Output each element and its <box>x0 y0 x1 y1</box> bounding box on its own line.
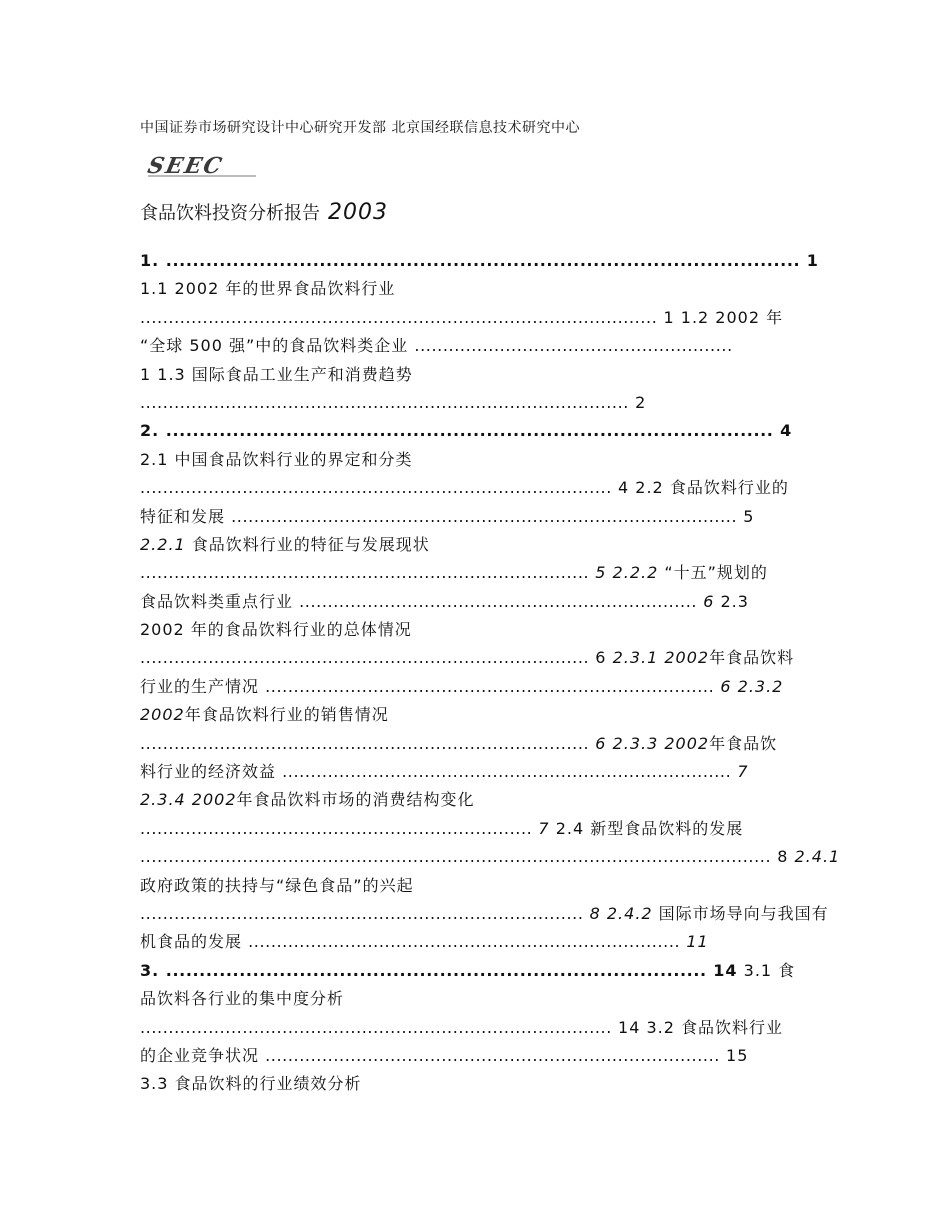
toc-line <box>140 531 812 559</box>
toc-segment: ......................................................................................... <box>231 506 738 526</box>
toc-segment: ........................................................................................... <box>140 307 658 327</box>
toc-segment: 3. <box>140 960 166 980</box>
toc-segment: 机食品的发展 <box>140 932 249 952</box>
toc-segment: 食品饮料类重点行业 <box>140 591 300 611</box>
toc-segment: 6 <box>589 648 613 668</box>
toc-line <box>140 900 829 928</box>
toc-segment: 4 <box>773 421 793 441</box>
toc-segment: 品饮料各行业的集中度分析 <box>140 989 345 1009</box>
toc-line <box>140 304 812 332</box>
toc-line <box>140 730 812 758</box>
toc-line <box>140 247 819 275</box>
toc-line <box>140 673 812 701</box>
toc-line <box>140 503 812 531</box>
toc-segment: 年食品饮料行业的销售情况 <box>184 705 389 725</box>
toc-segment: 行业的生产情况 <box>140 676 266 696</box>
toc-segment: ............................................................................... <box>140 648 590 668</box>
toc-line <box>140 417 812 445</box>
toc-segment: 2002 年的食品饮料行业的总体情况 <box>140 620 412 640</box>
toc-segment: 1 <box>800 251 819 270</box>
toc-segment: ...................................................................................... <box>140 392 629 412</box>
toc-segment: 2.2.1 <box>140 534 186 554</box>
toc-segment: 15 <box>719 1045 749 1065</box>
toc-segment: 食品饮料行业的特征与发展现状 <box>185 534 430 554</box>
toc-segment: ............................................................................... <box>140 563 590 583</box>
toc-segment: 年食品饮料市场的消费结构变化 <box>236 790 475 810</box>
toc-segment: 2.3.4 2002 <box>140 790 237 810</box>
logo-text: SEEC <box>145 153 226 179</box>
toc-line <box>140 843 841 871</box>
toc-segment: 特征和发展 <box>140 506 232 526</box>
toc-line <box>140 701 812 729</box>
toc-segment: ................................................................................ <box>265 1045 720 1065</box>
toc-segment: 2.4.1 <box>794 847 841 867</box>
toc-segment: 1 1.2 2002 年 <box>657 307 784 327</box>
toc-line <box>140 644 812 672</box>
toc-segment: 7 <box>532 818 550 838</box>
toc-segment: 6 2.3.3 2002 <box>589 733 710 753</box>
toc-segment: ........................................................ <box>414 336 733 356</box>
toc-segment: ............................................................................................................... <box>140 847 772 867</box>
toc-segment: 5 2.2.2 <box>589 563 659 583</box>
toc-segment: 政府政策的扶持与“绿色食品”的兴起 <box>140 875 414 895</box>
toc-segment: 7 <box>731 762 749 782</box>
toc-segment: 3.3 食品饮料的行业绩效分析 <box>140 1074 362 1094</box>
toc-segment: 2 <box>629 392 647 412</box>
toc-segment: ................................................................................... <box>140 478 612 498</box>
table-of-contents <box>140 247 841 1099</box>
toc-segment: 3.1 食 <box>737 960 796 980</box>
report-title <box>140 199 388 225</box>
toc-segment: 国际市场导向与我国有 <box>652 903 829 923</box>
toc-line <box>140 361 812 389</box>
toc-segment: ........................................................................................... <box>165 421 774 441</box>
toc-line <box>140 1070 812 1098</box>
toc-segment: ...................................................................... <box>299 591 698 611</box>
toc-line <box>140 786 812 814</box>
toc-line <box>140 985 812 1013</box>
toc-segment: 2.3 <box>714 591 749 611</box>
seec-logo <box>142 148 262 182</box>
toc-line <box>140 474 812 502</box>
toc-segment: .............................................................................. <box>140 903 584 923</box>
toc-line <box>140 332 812 360</box>
toc-line <box>140 559 812 587</box>
toc-segment: 2.3.1 2002 <box>612 648 710 668</box>
toc-segment: “全球 500 强”中的食品饮料类企业 <box>140 336 415 356</box>
toc-segment: 2.1 中国食品饮料行业的界定和分类 <box>140 449 413 469</box>
toc-line <box>140 616 812 644</box>
toc-segment: 年食品饮料 <box>709 648 795 668</box>
toc-line <box>140 815 812 843</box>
toc-segment: ..................................................................... <box>140 818 533 838</box>
toc-segment: 8 <box>771 847 795 867</box>
toc-segment: ................................................................................. <box>165 960 707 980</box>
toc-line <box>140 928 812 956</box>
toc-segment: 14 3.2 食品饮料行业 <box>611 1017 784 1037</box>
toc-segment: 8 2.4.2 <box>583 903 653 923</box>
toc-line <box>140 957 812 985</box>
toc-segment: “十五”规划的 <box>658 563 768 583</box>
toc-segment: 4 2.2 食品饮料行业的 <box>611 478 789 498</box>
toc-segment: 料行业的经济效益 <box>140 762 283 782</box>
report-title-text: 食品饮料投资分析报告 <box>140 203 320 224</box>
toc-segment: ............................................................................... <box>140 733 590 753</box>
toc-segment: 14 <box>706 960 738 980</box>
toc-segment: ................................................................................... <box>140 1017 612 1037</box>
toc-segment: ............................................................................................... <box>165 251 801 270</box>
toc-segment: 1. <box>140 251 166 270</box>
toc-segment: 1.1 2002 年的世界食品饮料行业 <box>140 279 396 299</box>
toc-segment: 11 <box>680 932 709 952</box>
toc-segment: 5 <box>737 506 755 526</box>
toc-segment: 2002 <box>140 705 185 725</box>
toc-line <box>140 275 812 303</box>
toc-line <box>140 758 812 786</box>
toc-segment: 的企业竞争状况 <box>140 1045 266 1065</box>
toc-segment: ............................................................................ <box>248 932 681 952</box>
toc-segment: ............................................................................... <box>282 762 732 782</box>
toc-line <box>140 588 812 616</box>
toc-line <box>140 872 812 900</box>
toc-line <box>140 1014 812 1042</box>
organizations-line: 中国证券市场研究设计中心研究开发部 北京国经联信息技术研究中心 <box>140 120 580 136</box>
toc-line <box>140 446 812 474</box>
toc-line <box>140 389 812 417</box>
toc-segment: 2.4 新型食品饮料的发展 <box>549 818 744 838</box>
toc-segment: 1 1.3 国际食品工业生产和消费趋势 <box>140 364 413 384</box>
toc-segment: ............................................................................... <box>265 676 715 696</box>
toc-line <box>140 1042 812 1070</box>
toc-segment: 2. <box>140 421 166 441</box>
toc-segment: 6 2.3.2 <box>714 676 784 696</box>
toc-segment: 年食品饮 <box>709 733 778 753</box>
report-title-year: 2003 <box>328 200 388 225</box>
toc-segment: 6 <box>697 591 715 611</box>
